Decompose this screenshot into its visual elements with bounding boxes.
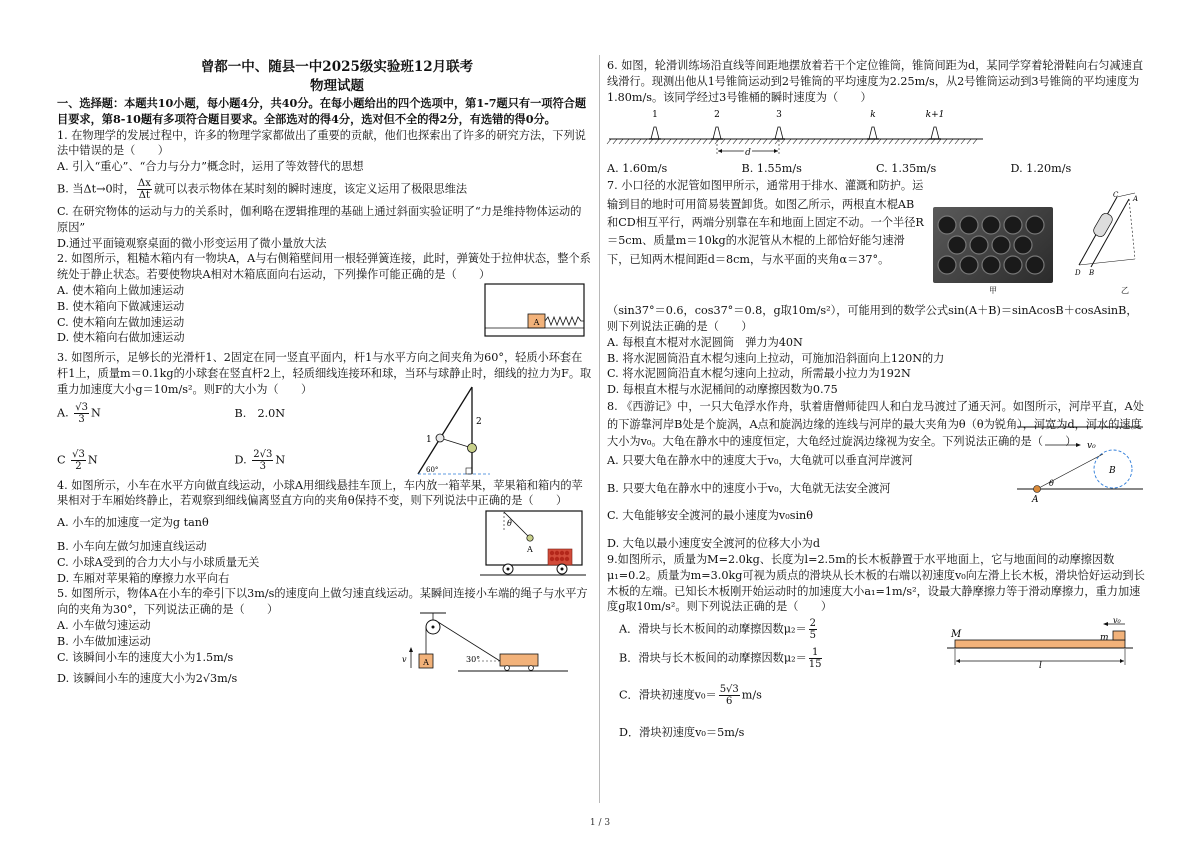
q6-cone-1: [649, 110, 661, 139]
q9-a-num: 2: [809, 618, 817, 630]
q8-option-c: C. 大龟能够安全渡河的最小速度为v₀sinθ: [607, 509, 813, 523]
q7-label-yi: 乙: [1121, 286, 1129, 296]
q2-spring: [545, 317, 584, 325]
q9-c-fraction: [719, 684, 740, 707]
q8-tangent-line: [1037, 454, 1103, 489]
q7-option-d: D. 每根直木棍与水泥桶间的动摩擦因数为0.75: [607, 383, 838, 397]
q1-stem: 1. 在物理学的发展过程中，许多的物理学家都做出了重要的贡献，他们也探索出了许多的研究方法，下列说法中错误的是（ ）: [57, 128, 586, 158]
section-instructions: [57, 96, 592, 128]
q9-option-c: [619, 684, 945, 707]
page-number: 1 / 3: [589, 818, 611, 828]
q9-slider: [1113, 631, 1125, 640]
q3-c-pre: C: [57, 453, 66, 467]
q9-v0-label: v₀: [1113, 616, 1121, 626]
q9-c-pre: C．滑块初速度v₀＝: [619, 688, 717, 702]
q6-option-a: A. 1.60m/s: [607, 162, 668, 176]
svg-text:B: B: [1089, 269, 1095, 278]
q9-c-unit: m/s: [741, 688, 762, 702]
question-2: [57, 251, 592, 346]
q3-c-den: 2: [75, 460, 82, 472]
q5-stem: 5. 如图所示，物体A在小车的牵引下以3m/s的速度向上做匀速直线运动。某瞬间连接小车端的绳子与水平方向的夹角为30°，下列说法正确的是（ ）: [57, 587, 588, 617]
question-9: [607, 552, 1145, 741]
q3-option-d: [235, 449, 413, 472]
q4-stem: 4. 如图所示，小车在水平方向做直线运动，小球A用细线悬挂车顶上，车内放一箱苹果，苹果箱和箱内的苹果相对于车厢始终静止，若观察到细线偏离竖直方向的夹角θ保持不变，则下列说法中正确的是（ ）: [57, 478, 583, 508]
q8-turtle-point: [1034, 485, 1041, 492]
q2-block-label: A: [533, 317, 540, 327]
exam-title: 曾都一中、随县一中2025级实验班12月联考: [200, 59, 474, 75]
q3-c-fraction: [71, 449, 86, 472]
q9-a-fraction: [809, 618, 817, 641]
q6-cone-2: [711, 110, 723, 139]
q8-current-label: v₀: [1087, 440, 1096, 451]
question-8: [607, 398, 1145, 552]
q9-label-slider: m: [1100, 633, 1109, 644]
q3-stem: 3. 如图所示，足够长的光滑杆1、2固定在同一竖直平面内，杆1与水平方向之间夹角为60°，轻质小环套在杆1上，质量m＝0.1kg的小球套在竖直杆2上，轻质细线连接环和球，当环与球静止时，细线的拉力为F。取重力加速度大小g＝10m/s²。则F的大小为（ ）: [57, 351, 592, 396]
q9-c-den: 6: [726, 696, 733, 708]
q3-a-pre: A.: [57, 406, 69, 420]
q2-option-a: A. 使木箱向上做加速运动: [57, 283, 185, 297]
q8-label-a: A: [1032, 494, 1039, 505]
q9-b-fraction: [809, 647, 822, 670]
q9-b-pre: B．滑块与长木板间的动摩擦因数μ₂＝: [619, 651, 807, 665]
q6-cone-1-label: 1: [652, 110, 658, 121]
q5-pulley-diagram: [402, 610, 578, 674]
q8-option-a: A. 只要大龟在静水中的速度大于v₀，大龟就可以垂直河岸渡河: [607, 453, 913, 467]
q9-b-den: 15: [808, 659, 822, 671]
q4-ball-label: A: [527, 545, 533, 555]
q4-theta-label: θ: [507, 519, 512, 529]
q3-ball: [468, 443, 477, 452]
q4-option-b: B. 小车向左做匀加速直线运动: [57, 539, 207, 553]
q3-a-den: 3: [78, 413, 85, 425]
section-instructions-text: 本题共10小题，每小题4分，共40分。在每小题给出的四个选项中，第1-7题只有一项符合题目要求，第8-10题有多项符合题目要求。全部选对的得4分，选对但不全的得2分，有选错的得0分。: [57, 96, 587, 126]
q7-label-jia: 甲: [989, 286, 997, 296]
q9-option-b: [619, 647, 945, 670]
q5-block-label: A: [423, 657, 429, 667]
q4-option-a: A. 小车的加速度一定为g tanθ: [57, 516, 209, 530]
q3-c-num: √3: [72, 448, 85, 460]
q3-option-a: [57, 402, 235, 425]
question-5: [57, 586, 592, 687]
exam-subtitle: 物理试题: [310, 78, 364, 94]
q6-ground-hatch: [607, 139, 977, 144]
q3-label-2: 2: [476, 416, 482, 427]
q9-length-label: l: [1039, 661, 1042, 672]
q1-option-b: [57, 178, 592, 201]
q8-option-b: B. 只要大龟在静水中的速度小于v₀，大龟就无法安全渡河: [607, 481, 891, 495]
q1-b-pre: B. 当Δt→0时，: [57, 182, 135, 196]
q9-a-pre: A．滑块与长木板间的动摩擦因数μ₂＝: [619, 622, 807, 636]
q1-b-post: 就可以表示物体在某时刻的瞬时速度，该定义运用了极限思维法: [153, 182, 468, 196]
svg-text:D: D: [1075, 269, 1081, 278]
q6-option-b: B. 1.55m/s: [741, 162, 802, 176]
q6-option-c: C. 1.35m/s: [876, 162, 937, 176]
q3-rod-diagram: [412, 386, 492, 478]
q7-given: （sin37°＝0.6，cos37°＝0.8，g取10m/s²），可能用到的数学公式sin(A＋B)＝sinAcosB＋cosAsinB，则下列说法正确的是（ ）: [607, 304, 1138, 333]
q5-option-d: D. 该瞬间小车的速度大小为2√3m/s: [57, 672, 238, 686]
q9-option-d: D．滑块初速度v₀＝5m/s: [619, 726, 745, 740]
left-column: [57, 58, 592, 687]
q2-stem: 2. 如图所示，粗糙木箱内有一物块A，A与右侧箱壁间用一根轻弹簧连接，此时，弹簧处于拉伸状态，整个系统处于静止状态。若要使物块A相对木箱底面向右运动，下列操作可能正确的是（ ）: [57, 252, 591, 282]
q6-options: [607, 161, 1145, 177]
section-heading: 一、选择题：: [57, 96, 125, 110]
q7-stem: 7. 小口径的水泥管如图甲所示，通常用于排水、灌溉和防护。运输到目的地时可用简易装置卸货。如图乙所示，两根直木棍AB和CD相互平行，两端分别靠在车和地面上固定不动。一个半径R＝5cm、质量m＝10kg的水泥管从木棍的上部恰好能匀速滑下，已知两木棍间距d＝8cm，与水平面的夹角α＝37°。: [607, 179, 924, 266]
q2-box-diagram: [484, 283, 586, 337]
q9-a-den: 5: [809, 630, 817, 642]
q3-c-unit: N: [87, 453, 98, 467]
q7-pipe-photo: [933, 207, 1053, 283]
q2-option-b: B. 使木箱向下做减速运动: [57, 299, 185, 313]
q3-d-pre: D.: [234, 453, 247, 467]
q8-theta-label: θ: [1049, 478, 1054, 488]
q3-d-num: 2√3: [253, 448, 273, 460]
question-1: [57, 128, 592, 252]
q4-option-c: C. 小球A受到的合力大小与小球质量无关: [57, 555, 260, 569]
q3-option-b: B. 2.0N: [234, 406, 286, 420]
q6-spacing-label: d: [745, 148, 751, 159]
q3-a-num: √3: [75, 401, 88, 413]
q1-option-d: D.通过平面镜观察桌面的微小形变运用了微小量放大法: [57, 236, 327, 250]
question-4: [57, 478, 592, 587]
q5-option-b: B. 小车做加速运动: [57, 634, 151, 648]
q3-label-1: 1: [426, 434, 432, 445]
q9-board-diagram: [945, 615, 1135, 671]
q6-stem: 6. 如图，轮滑训练场沿直线等间距地摆放着若干个定位锥筒，锥筒间距为d，某同学穿着轮滑鞋向右匀减速直线滑行。现测出他从1号锥筒运动到2号锥筒的平均速度为2.25m/s，从2号锥筒运动到3号锥筒的平均速度为1.80m/s。该同学经过3号锥桶的瞬时速度为（ ）: [607, 59, 1144, 104]
svg-text:C: C: [1113, 191, 1119, 200]
question-6: [607, 58, 1145, 177]
q5-option-a: A. 小车做匀速运动: [57, 618, 151, 632]
q5-velocity-label: v: [402, 654, 407, 664]
q7-option-b: B. 将水泥圆筒沿直木棍匀速向上拉动，可施加沿斜面向上120N的力: [607, 351, 945, 365]
q4-apple-box: [548, 549, 572, 565]
q3-a-fraction: [74, 402, 89, 425]
q7-option-c: C. 将水泥圆筒沿直木棍匀速向上拉动，所需最小拉力为192N: [607, 367, 911, 381]
q9-c-num: 5√3: [719, 684, 739, 696]
q6-cone-3: [773, 110, 785, 139]
right-column: [607, 58, 1145, 741]
q3-angle-label: 60°: [426, 465, 439, 474]
q5-option-c: C. 该瞬间小车的速度大小为1.5m/s: [57, 650, 234, 664]
q3-d-den: 3: [259, 460, 266, 472]
q5-angle-label: 30°: [466, 654, 481, 664]
question-3: [57, 350, 592, 477]
q5-cart: [500, 654, 538, 666]
svg-text:A: A: [1133, 195, 1139, 204]
q1-option-a: A. 引入“重心”、“合力与分力”概念时，运用了等效替代的思想: [57, 160, 364, 174]
q1-b-den: Δt: [138, 189, 151, 201]
q6-cone-k1-label: k+1: [925, 110, 945, 121]
q1-b-num: Δx: [137, 177, 151, 189]
column-divider: [599, 55, 600, 803]
q9-stem: 9.如图所示，质量为M=2.0kg、长度为l=2.5m的长木板静置于水平地面上，它与地面间的动摩擦因数μ₁=0.2。质量为m=3.0kg可视为质点的滑块从长木板的右端以初速度v₀向左滑上长木板，滑块恰好运动到长木板的左端。已知长木板刚开始运动时的加速度大小a₁=1m/s²，设最大静摩擦力等于滑动摩擦力，重力加速度g取10m/s²。则下列说法正确的是（ ）: [607, 552, 1145, 614]
q3-thread: [440, 438, 472, 448]
q7-option-a: A. 每根直木棍对水泥圆筒 弹力为40N: [607, 335, 803, 349]
q6-cone-k: [867, 110, 879, 139]
q6-cone-3-label: 3: [776, 110, 782, 121]
q2-option-d: D. 使木箱向右做加速运动: [57, 331, 185, 345]
q8-river-diagram: [1015, 423, 1145, 505]
q1-b-fraction: [137, 178, 152, 201]
question-7: [607, 177, 1145, 398]
q7-pipe-photo-drawing: [933, 207, 1053, 283]
q9-label-board: M: [951, 629, 962, 641]
q3-ring: [436, 434, 444, 442]
q6-cone-2-label: 2: [714, 110, 720, 121]
q8-stem: 8. 《西游记》中，一只大龟浮水作舟，驮着唐僧师徒四人和白龙马渡过了通天河。如图所示，河岸平直，A处的下游靠河岸B处是个旋涡，A点和旋涡边缘的连线与河岸的最大夹角为θ（θ为锐角），河宽为d，河水的速度大小为v₀。大龟在静水中的速度恒定，大龟经过旋涡边缘视为安全。下列说法正确的是（ ）: [607, 399, 1144, 449]
q6-option-d: D. 1.20m/s: [1010, 162, 1072, 176]
q3-rod-1: [418, 387, 472, 474]
q7-figures: [925, 191, 1145, 297]
q2-option-c: C. 使木箱向左做加速运动: [57, 315, 185, 329]
q8-label-b: B: [1109, 465, 1116, 476]
q4-ball: [527, 535, 533, 541]
q3-d-unit: N: [275, 453, 286, 467]
q1-option-c: C. 在研究物体的运动与力的关系时，伽利略在逻辑推理的基础上通过斜面实验证明了“力是维持物体运动的原因”: [57, 204, 582, 234]
q4-cart-diagram: [476, 509, 588, 579]
q6-cone-k-label: k: [870, 110, 876, 121]
q7-ramp-diagram: [1073, 189, 1143, 278]
q6-cone-diagram: [607, 107, 987, 159]
q8-option-d: D. 大龟以最小速度安全渡河的位移大小为d: [607, 537, 821, 551]
q3-a-unit: N: [90, 406, 101, 420]
q6-cone-k1: [926, 110, 945, 139]
q3-option-c: [57, 449, 235, 472]
q4-option-d: D. 车厢对苹果箱的摩擦力水平向右: [57, 571, 230, 585]
q9-option-a: [619, 618, 945, 641]
q7-pipe: [1092, 212, 1114, 239]
q3-d-fraction: [252, 449, 273, 472]
q9-b-num: 1: [809, 647, 822, 659]
